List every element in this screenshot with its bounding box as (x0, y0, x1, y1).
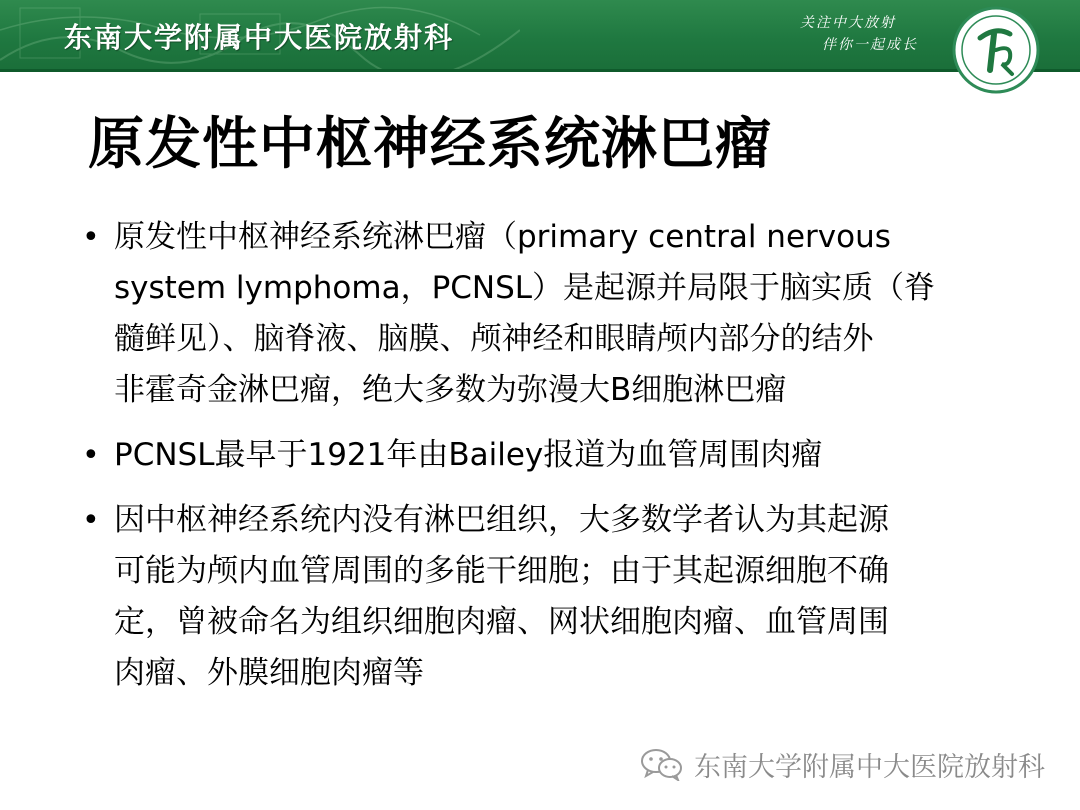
wechat-icon (640, 747, 684, 781)
hospital-radiology-logo (950, 4, 1042, 96)
bullet-line: 非霍奇金淋巴瘤，绝大多数为弥漫大B细胞淋巴瘤 (114, 372, 787, 408)
watermark-text: 东南大学附属中大医院放射科 (694, 751, 1045, 783)
bullet-marker: • (82, 503, 100, 538)
bullet-line: 髓鲜见）、脑脊液、脑膜、颅神经和眼睛颅内部分的结外 (114, 321, 874, 357)
bullet-line: PCNSL最早于1921年由Bailey报道为血管周围肉瘤 (114, 437, 823, 473)
bullet-item (82, 212, 1042, 416)
slogan-line-2: 伴你一起成长 (822, 37, 918, 53)
watermark (640, 744, 1045, 784)
bullet-line: 可能为颅内血管周围的多能干细胞；由于其起源细胞不确 (114, 553, 889, 589)
bullet-line: 肉瘤、外膜细胞肉瘤等 (114, 655, 424, 691)
department-name: 东南大学附属中大医院放射科 (64, 21, 455, 54)
slide-title: 原发性中枢神经系统淋巴瘤 (88, 112, 772, 177)
bullet-text (114, 495, 1042, 699)
bullet-item (82, 430, 1042, 481)
bullet-line: 因中枢神经系统内没有淋巴组织，大多数学者认为其起源 (114, 502, 889, 538)
bullet-marker: • (82, 220, 100, 255)
bullet-line: 定，曾被命名为组织细胞肉瘤、网状细胞肉瘤、血管周围 (114, 604, 889, 640)
bullet-list (82, 212, 1042, 713)
bullet-line: system lymphoma，PCNSL）是起源并局限于脑实质（脊 (114, 270, 936, 306)
bullet-text (114, 212, 1042, 416)
bullet-marker: • (82, 438, 100, 473)
slogan (800, 12, 940, 56)
bullet-line: 原发性中枢神经系统淋巴瘤（primary central nervous (114, 219, 891, 255)
bullet-item (82, 495, 1042, 699)
header-banner (0, 0, 1080, 72)
slogan-line-1: 关注中大放射 (800, 15, 896, 31)
bullet-text (114, 430, 1042, 481)
